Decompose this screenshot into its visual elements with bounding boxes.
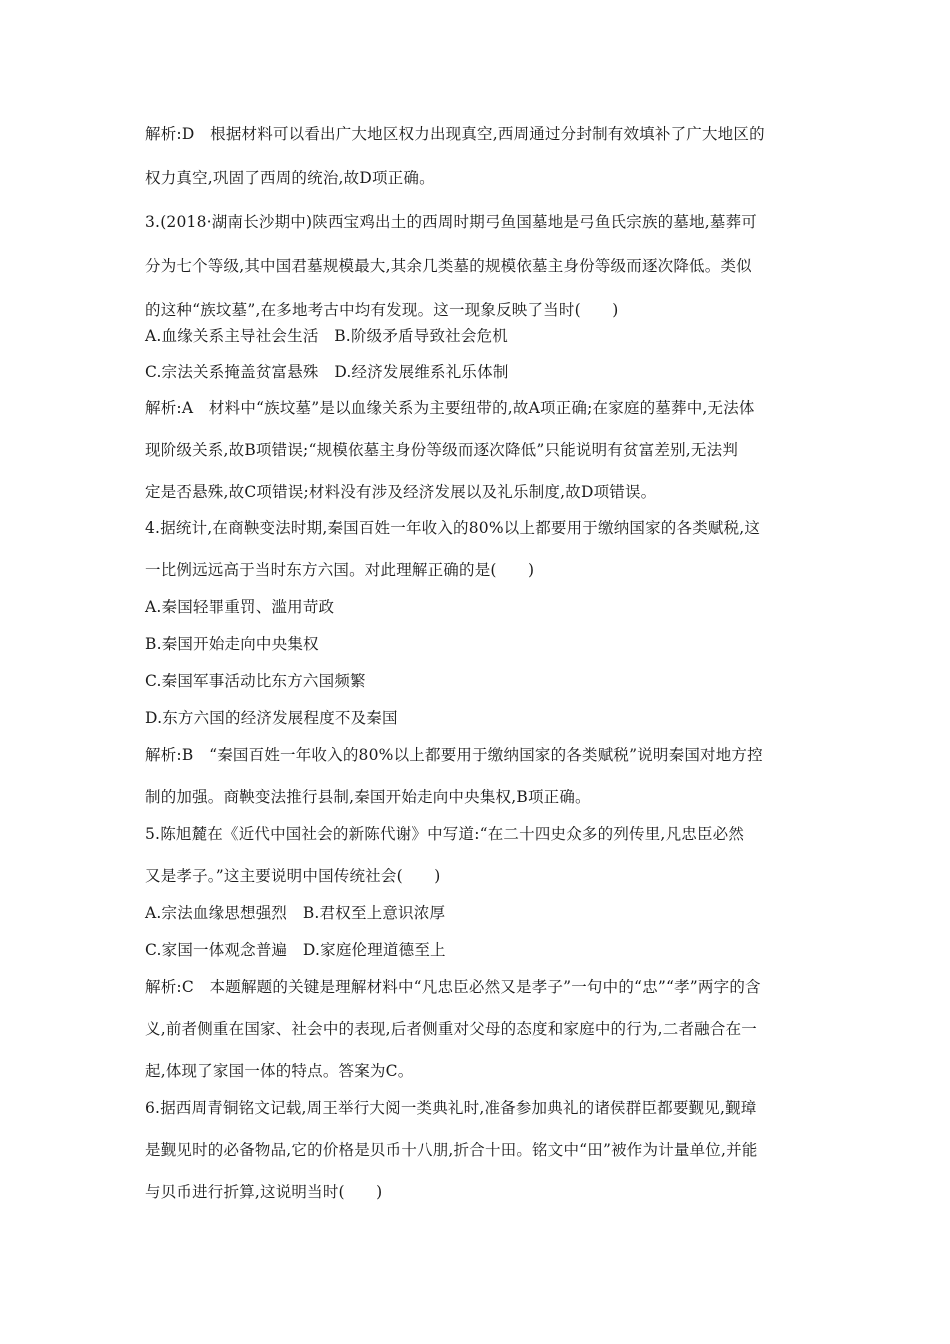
q3-analysis-line-3: 定是否悬殊,故C项错误;材料没有涉及经济发展以及礼乐制度,故D项错误。: [145, 483, 657, 501]
q4-option-b: B.秦国开始走向中央集权: [145, 635, 319, 653]
q5-analysis-line-3: 起,体现了家国一体的特点。答案为C。: [145, 1062, 414, 1080]
q4-stem-line-1: 4.据统计,在商鞅变法时期,秦国百姓一年收入的80%以上都要用于缴纳国家的各类赋税,这: [145, 519, 761, 537]
q5-stem-line-2: 又是孝子。”这主要说明中国传统社会( ): [145, 867, 441, 885]
q3-options-line-2: C.宗法关系掩盖贫富悬殊 D.经济发展维系礼乐体制: [145, 363, 509, 381]
q4-analysis-line-1: 解析:B “秦国百姓一年收入的80%以上都要用于缴纳国家的各类赋税”说明秦国对地方控: [145, 746, 763, 764]
q4-option-d: D.东方六国的经济发展程度不及秦国: [145, 709, 398, 727]
q3-stem-line-3: 的这种“族坟墓”,在多地考古中均有发现。这一现象反映了当时( ): [145, 301, 619, 319]
q2-analysis-line-2: 权力真空,巩固了西周的统治,故D项正确。: [145, 169, 435, 187]
q5-analysis-line-2: 义,前者侧重在国家、社会中的表现,后者侧重对父母的态度和家庭中的行为,二者融合在一: [145, 1020, 757, 1038]
q5-analysis-line-1: 解析:C 本题解题的关键是理解材料中“凡忠臣必然又是孝子”一句中的“忠”“孝”两字的含: [145, 978, 761, 996]
q6-stem-line-2: 是觐见时的必备物品,它的价格是贝币十八朋,折合十田。铭文中“田”被作为计量单位,并能: [145, 1141, 758, 1159]
q3-stem-line-1: 3.(2018·湖南长沙期中)陕西宝鸡出土的西周时期弓鱼国墓地是弓鱼氏宗族的墓地,墓葬可: [145, 213, 757, 231]
q6-stem-line-3: 与贝币进行折算,这说明当时( ): [145, 1183, 383, 1201]
q4-option-a: A.秦国轻罪重罚、滥用苛政: [145, 598, 335, 616]
q3-analysis-line-2: 现阶级关系,故B项错误;“规模依墓主身份等级而逐次降低”只能说明有贫富差别,无法判: [145, 441, 739, 459]
q3-stem-line-2: 分为七个等级,其中国君墓规模最大,其余几类墓的规模依墓主身份等级而逐次降低。类似: [145, 257, 752, 275]
q5-options-line-1: A.宗法血缘思想强烈 B.君权至上意识浓厚: [145, 904, 446, 922]
q4-option-c: C.秦国军事活动比东方六国频繁: [145, 672, 366, 690]
q6-stem-line-1: 6.据西周青铜铭文记载,周王举行大阅一类典礼时,准备参加典礼的诸侯群臣都要觐见,觐璋: [145, 1099, 757, 1117]
q3-analysis-line-1: 解析:A 材料中“族坟墓”是以血缘关系为主要纽带的,故A项正确;在家庭的墓葬中,无法体: [145, 399, 755, 417]
q4-stem-line-2: 一比例远远高于当时东方六国。对此理解正确的是( ): [145, 561, 535, 579]
q5-options-line-2: C.家国一体观念普遍 D.家庭伦理道德至上: [145, 941, 446, 959]
q3-options-line-1: A.血缘关系主导社会生活 B.阶级矛盾导致社会危机: [145, 327, 508, 345]
q2-analysis-line-1: 解析:D 根据材料可以看出广大地区权力出现真空,西周通过分封制有效填补了广大地区的: [145, 125, 765, 143]
q4-analysis-line-2: 制的加强。商鞅变法推行县制,秦国开始走向中央集权,B项正确。: [145, 788, 591, 806]
q5-stem-line-1: 5.陈旭麓在《近代中国社会的新陈代谢》中写道:“在二十四史众多的列传里,凡忠臣必然: [145, 825, 745, 843]
